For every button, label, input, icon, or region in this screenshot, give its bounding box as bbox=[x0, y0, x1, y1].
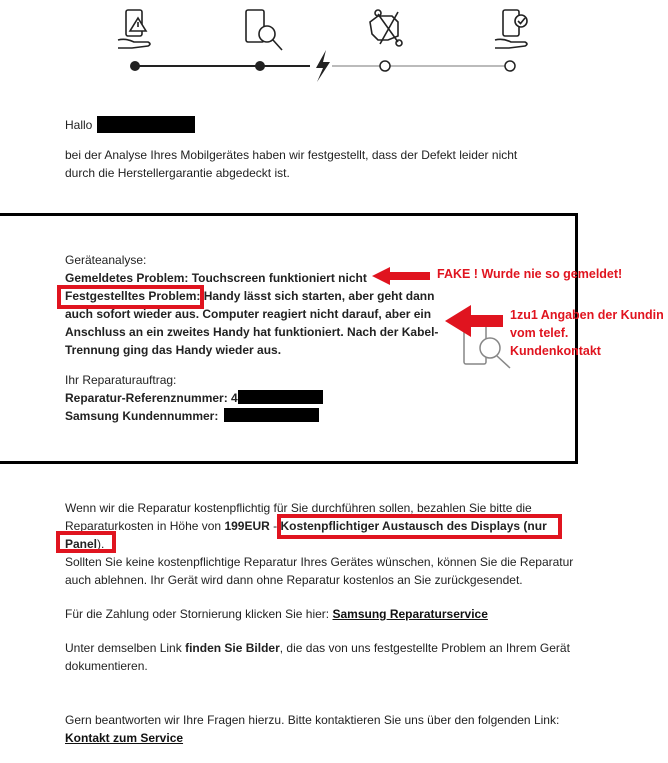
annotation-customer-data bbox=[510, 306, 664, 360]
step-dot-4 bbox=[505, 61, 515, 71]
redacted-name bbox=[97, 116, 195, 133]
reported-problem: Gemeldetes Problem: Touchscreen funktioniert nicht bbox=[65, 271, 367, 285]
customer-number bbox=[65, 407, 445, 425]
phone-warning-icon bbox=[118, 10, 150, 48]
arrow-fake-icon bbox=[370, 266, 432, 286]
greeting-line bbox=[65, 116, 195, 134]
payment-amount: 199EUR bbox=[224, 519, 270, 533]
order-heading: Ihr Reparaturauftrag: bbox=[65, 373, 177, 387]
analysis-heading: Geräteanalyse: bbox=[65, 253, 147, 267]
found-problem-line-3: Anschluss an ein zweites Handy hat funktioniert. Nach der Kabel- bbox=[65, 325, 439, 339]
arrow-customer-icon bbox=[443, 304, 505, 338]
step-dot-3 bbox=[380, 61, 390, 71]
step-dot-2 bbox=[255, 61, 265, 71]
payment-item-end: ). bbox=[97, 537, 105, 551]
annotation-line-3: Kundenkontakt bbox=[510, 344, 601, 358]
payment-item-1: Kostenpflichtiger Austausch des Displays (nur bbox=[280, 519, 547, 533]
decline-line-1: Sollten Sie keine kostenpflichtige Reparatur Ihres Gerätes wünschen, können Sie die Reparatur bbox=[65, 555, 574, 569]
annotation-line-1: 1zu1 Angaben der Kundin bbox=[510, 308, 664, 322]
payment-cost-intro: Reparaturkosten in Höhe von bbox=[65, 519, 225, 533]
phone-inspect-icon bbox=[246, 10, 282, 50]
annotation-line-2: vom telef. bbox=[510, 326, 569, 340]
redacted-customer bbox=[224, 408, 319, 422]
payment-item-2: Panel bbox=[65, 537, 98, 551]
reference-label: Reparatur-Referenznummer: 4 bbox=[65, 391, 238, 405]
repair-progress-tracker bbox=[0, 0, 668, 90]
payment-dash: - bbox=[269, 519, 281, 533]
phone-check-icon bbox=[495, 10, 527, 48]
lightning-icon bbox=[316, 50, 330, 82]
found-problem-line-4: Trennung ging das Handy wieder aus. bbox=[65, 343, 282, 357]
images-bold: finden Sie Bilder bbox=[185, 641, 280, 655]
step-dot-1 bbox=[130, 61, 140, 71]
contact-service-link[interactable]: Kontakt zum Service bbox=[65, 731, 184, 745]
intro-line-2: durch die Herstellergarantie abgedeckt ist. bbox=[65, 166, 290, 180]
redacted-reference bbox=[238, 390, 323, 404]
repair-tools-icon bbox=[370, 10, 402, 46]
intro-line-1: bei der Analyse Ihres Mobilgerätes haben wir festgestellt, dass der Defekt leider nicht bbox=[65, 148, 518, 162]
contact-section bbox=[65, 711, 559, 747]
images-pre: Unter demselben Link bbox=[65, 641, 186, 655]
highlight-panel bbox=[56, 531, 116, 553]
reference-number bbox=[65, 389, 445, 407]
samsung-repair-service-link[interactable]: Samsung Reparaturservice bbox=[332, 607, 488, 621]
images-line-2: dokumentieren. bbox=[65, 659, 148, 673]
intro-text bbox=[65, 146, 517, 182]
images-line-1 bbox=[65, 639, 573, 657]
found-problem-label: Festgestelltes Problem: bbox=[65, 289, 201, 303]
customer-label: Samsung Kundennummer: bbox=[65, 409, 219, 423]
payment-line-1: Wenn wir die Reparatur kostenpflichtig für Sie durchführen sollen, bezahlen Sie bitte die bbox=[65, 501, 532, 515]
found-problem-text-1: Handy lässt sich starten, aber geht dann bbox=[200, 289, 435, 303]
highlight-found-label bbox=[57, 285, 204, 309]
images-post: , die das von uns festgestellte Problem an Ihrem Gerät bbox=[279, 641, 570, 655]
found-problem-line-2: auch sofort wieder aus. Computer reagiert nicht darauf, aber ein bbox=[65, 307, 432, 321]
highlight-display-replacement bbox=[277, 514, 562, 539]
contact-line: Gern beantworten wir Ihre Fragen hierzu. Bitte kontaktieren Sie uns über den folgenden Link: bbox=[65, 713, 560, 727]
annotation-fake: FAKE ! Wurde nie so gemeldet! bbox=[437, 267, 623, 281]
payment-link-line bbox=[65, 605, 573, 623]
payment-link-intro: Für die Zahlung oder Stornierung klicken Sie hier: bbox=[65, 607, 333, 621]
decline-line-2: auch ablehnen. Ihr Gerät wird dann ohne Reparatur kostenlos an Sie zurückgesendet. bbox=[65, 573, 523, 587]
greeting-hello: Hallo bbox=[65, 118, 93, 132]
